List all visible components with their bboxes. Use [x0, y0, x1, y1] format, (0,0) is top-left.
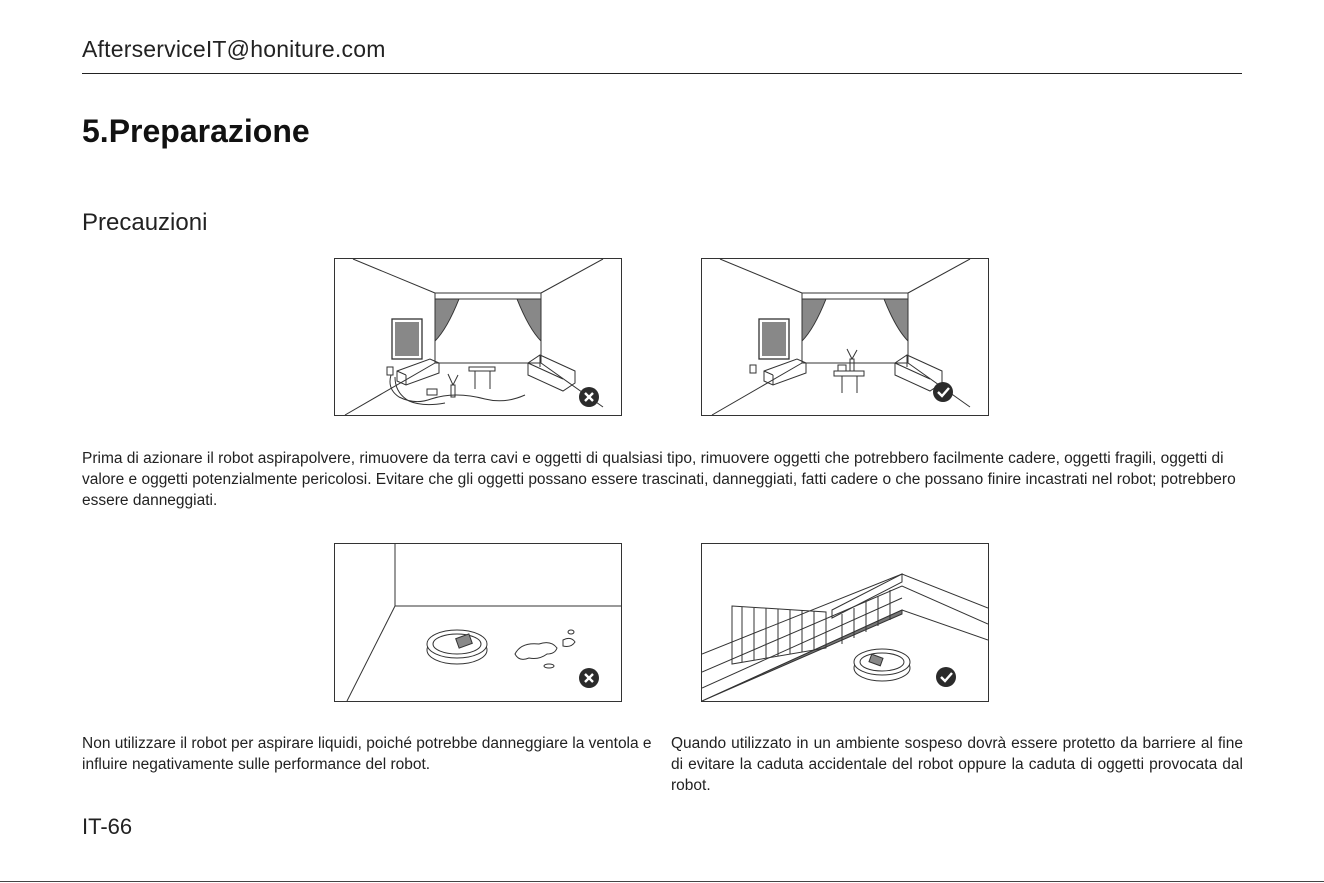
bottom-divider: [0, 881, 1324, 882]
subsection-title: Precauzioni: [82, 209, 208, 236]
header-email: AfterserviceIT@honiture.com: [82, 36, 386, 62]
check-icon: [936, 667, 956, 687]
figure-elevated-barrier: [701, 543, 989, 702]
figure-room-tidy: [701, 258, 989, 416]
paragraph-precautions-objects: Prima di azionare il robot aspirapolvere, rimuovere da terra cavi e oggetti di qualsiasi tipo, rimuovere oggetti che potrebbero facilmente cadere, oggetti fragili, oggetti di valore e oggetti potenzialmente pericolosi. Evitare che gli oggetti possano essere trascinati, danneggiati, fatti cadere o che possano finire incastrati nel robot; potrebbero essere danneggiati.: [82, 450, 1236, 509]
check-icon: [933, 382, 953, 402]
paragraph-elevated-environment: Quando utilizzato in un ambiente sospeso dovrà essere protetto da barriere al fine di evitare la caduta accidentale del robot oppure la caduta di oggetti provocata dal robot.: [671, 735, 1243, 794]
header-divider: [82, 73, 1242, 74]
figure-room-cluttered: [334, 258, 622, 416]
cross-icon: [579, 387, 599, 407]
page-number: IT-66: [82, 814, 133, 839]
cross-icon: [579, 668, 599, 688]
section-title: 5.Preparazione: [82, 113, 310, 149]
figure-liquid-spill: [334, 543, 622, 702]
paragraph-no-liquids: Non utilizzare il robot per aspirare liquidi, poiché potrebbe danneggiare la ventola e influire negativamente sulle performance del robot.: [82, 735, 652, 773]
